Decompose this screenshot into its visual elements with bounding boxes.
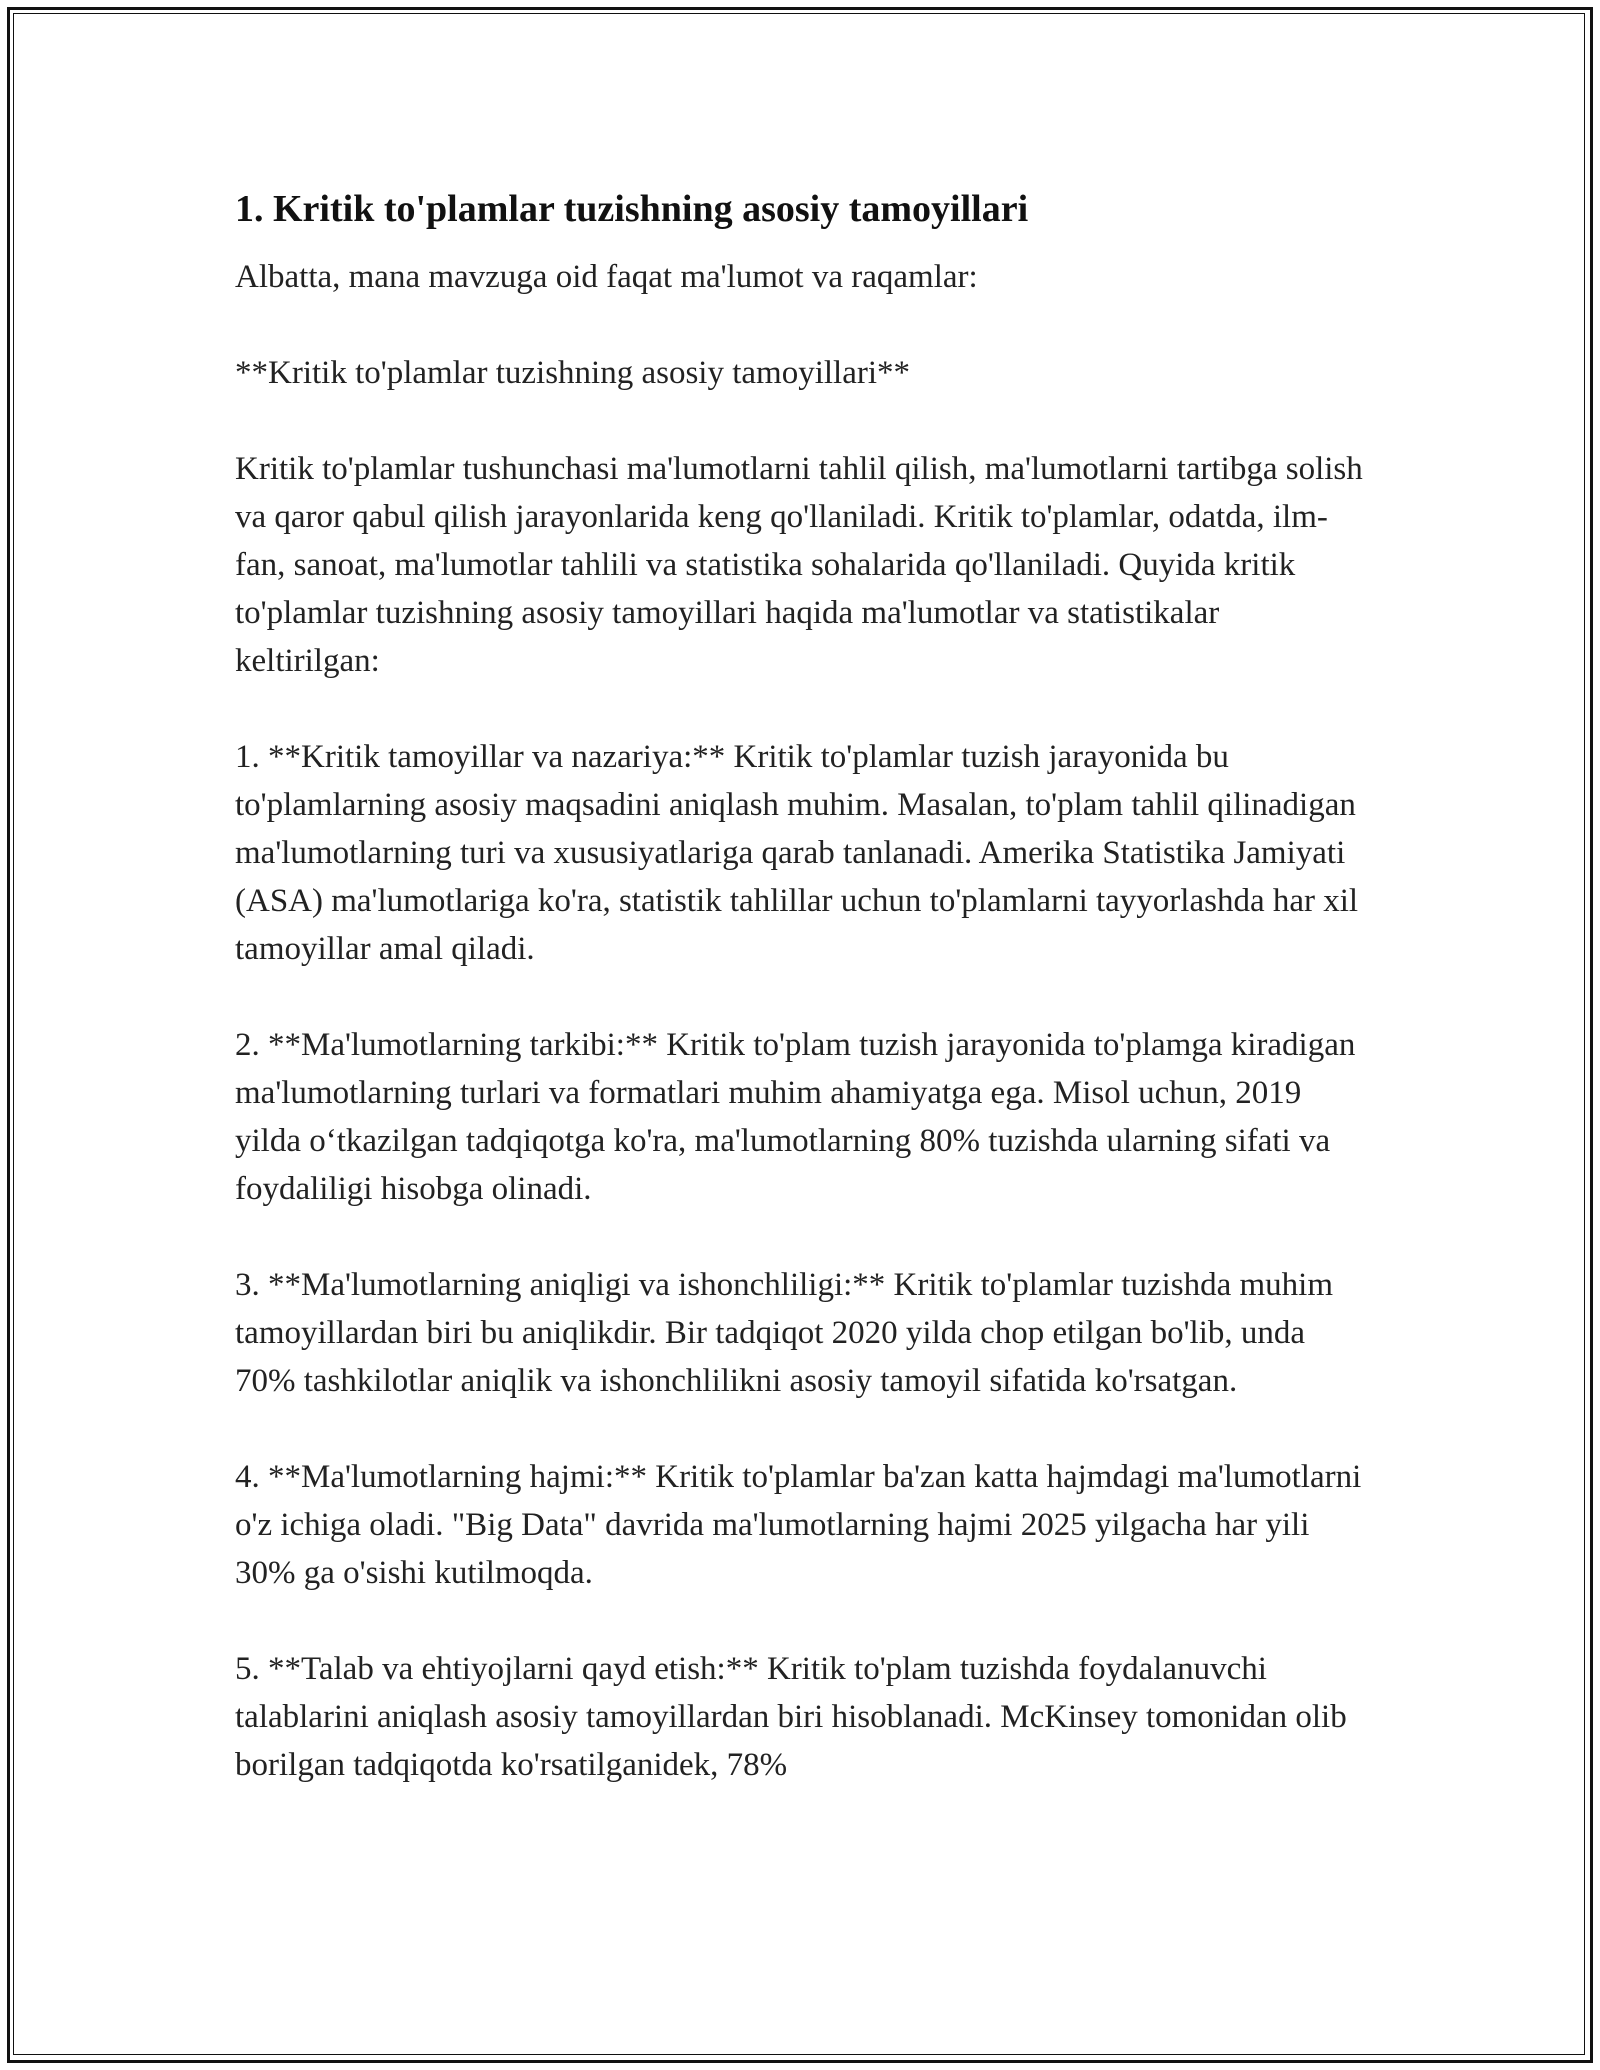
intro-paragraph: Albatta, mana mavzuga oid faqat ma'lumot va raqamlar: [235,259,978,295]
bold-title-paragraph: **Kritik to'plamlar tuzishning asosiy tamoyillari** [235,355,911,391]
principle-3-paragraph: 3. **Ma'lumotlarning aniqligi va ishonchliligi:** Kritik to'plamlar tuzishda muhim tamoyillardan biri bu aniqlikdir. Bir tadqiqot 2020 yilda chop etilgan bo'lib, unda 70% tashkilotlar aniqlik va ishonchlilikni asosiy tamoyil sifatida ko'rsatgan. [235,1267,1334,1399]
document-body [235,185,1370,1837]
principle-2-paragraph: 2. **Ma'lumotlarning tarkibi:** Kritik to'plam tuzish jarayonida to'plamga kiradigan ma'lumotlarning turlari va formatlari muhim ahamiyatga ega. Misol uchun, 2019 yilda o‘tkazilgan tadqiqotga ko'ra, ma'lumotlarning 80% tuzishda ularning sifati va foydaliligi hisobga olinadi. [235,1027,1356,1207]
principle-5-paragraph: 5. **Talab va ehtiyojlarni qayd etish:** Kritik to'plam tuzishda foydalanuvchi talablarini aniqlash asosiy tamoyillardan biri hisoblanadi. McKinsey tomonidan olib borilgan tadqiqotda ko'rsatilganidek, 78% [235,1651,1347,1783]
overview-paragraph: Kritik to'plamlar tushunchasi ma'lumotlarni tahlil qilish, ma'lumotlarni tartibga solish va qaror qabul qilish jarayonlarida keng qo'llaniladi. Kritik to'plamlar, odatda, ilm-fan, sanoat, ma'lumotlar tahlili va statistika sohalarida qo'llaniladi. Quyida kritik to'plamlar tuzishning asosiy tamoyillari haqida ma'lumotlar va statistikalar keltirilgan: [235,451,1363,679]
principle-1-paragraph: 1. **Kritik tamoyillar va nazariya:** Kritik to'plamlar tuzish jarayonida bu to'plamlarning asosiy maqsadini aniqlash muhim. Masalan, to'plam tahlil qilinadigan ma'lumotlarning turi va xususiyatlariga qarab tanlanadi. Amerika Statistika Jamiyati (ASA) ma'lumotlariga ko'ra, statistik tahlillar uchun to'plamlarni tayyorlashda har xil tamoyillar amal qiladi. [235,739,1359,967]
section-heading: 1. Kritik to'plamlar tuzishning asosiy tamoyillari [235,188,1029,230]
principle-4-paragraph: 4. **Ma'lumotlarning hajmi:** Kritik to'plamlar ba'zan katta hajmdagi ma'lumotlarni o'z ichiga oladi. "Big Data" davrida ma'lumotlarning hajmi 2025 yilgacha har yili 30% ga o'sishi kutilmoqda. [235,1459,1362,1591]
